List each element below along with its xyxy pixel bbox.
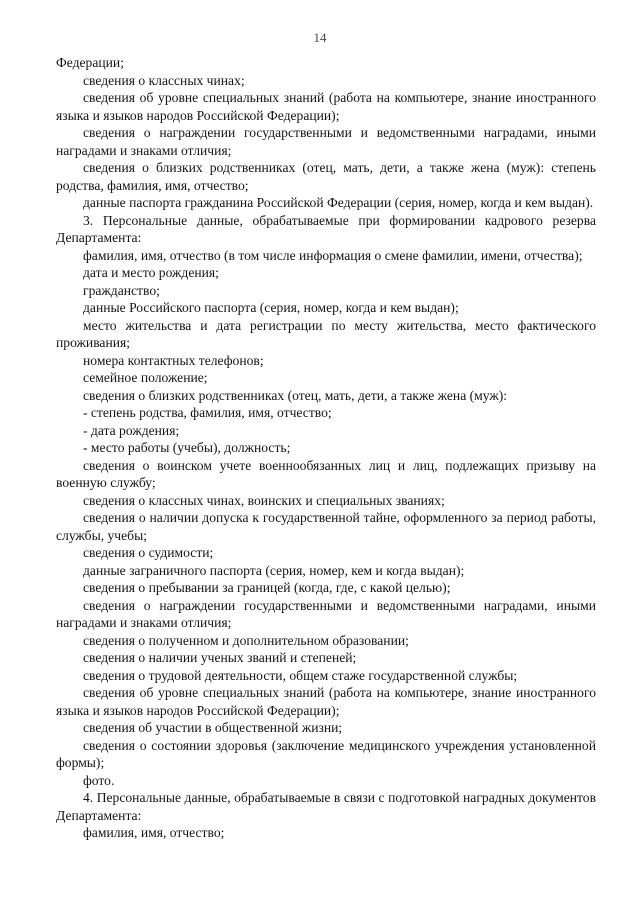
paragraph: фото. bbox=[83, 772, 115, 788]
paragraph: фамилия, имя, отчество; bbox=[83, 825, 225, 840]
paragraph: данные паспорта гражданина Российской Федерации (серия, номер, когда и кем выдан). bbox=[83, 195, 594, 210]
paragraph: семейное положение; bbox=[83, 370, 208, 385]
paragraph: - место работы (учебы), должность; bbox=[83, 440, 291, 455]
paragraph: данные Российского паспорта (серия, номер, когда и кем выдан); bbox=[83, 300, 459, 315]
paragraph: фамилия, имя, отчество (в том числе информация о смене фамилии, имени, отчества); bbox=[83, 247, 583, 263]
paragraph: сведения о награждении государственными и ведомственными наградами, иными наградами и знаками отличия; bbox=[56, 597, 596, 630]
paragraph: 4. Персональные данные, обрабатываемые в связи с подготовкой наградных документов Департамента: bbox=[56, 790, 596, 823]
paragraph: сведения о классных чинах, воинских и специальных званиях; bbox=[83, 492, 445, 508]
paragraph: сведения об уровне специальных знаний (работа на компьютере, знание иностранного языка и языков народов Российской Федерации); bbox=[56, 685, 596, 718]
page-number: 14 bbox=[313, 30, 327, 45]
paragraph: сведения о пребывании за границей (когда, где, с какой целью); bbox=[83, 580, 451, 595]
paragraph: номера контактных телефонов; bbox=[83, 352, 264, 368]
paragraph: сведения об участии в общественной жизни; bbox=[83, 720, 343, 735]
paragraph: - степень родства, фамилия, имя, отчество; bbox=[83, 405, 332, 420]
paragraph: Федерации; bbox=[56, 55, 124, 70]
paragraph: сведения о наличии ученых званий и степеней; bbox=[83, 650, 357, 665]
document-body bbox=[56, 54, 596, 842]
paragraph: сведения о классных чинах; bbox=[83, 72, 245, 88]
paragraph: гражданство; bbox=[83, 282, 160, 298]
paragraph: данные заграничного паспорта (серия, номер, кем и когда выдан); bbox=[83, 562, 465, 578]
paragraph: сведения о состоянии здоровья (заключение медицинского учреждения установленной формы); bbox=[56, 737, 596, 770]
paragraph: сведения о близких родственниках (отец, мать, дети, а также жена (муж): степень родства, фамилия, имя, отчество; bbox=[56, 160, 596, 193]
paragraph: место жительства и дата регистрации по месту жительства, место фактического проживания; bbox=[56, 317, 596, 350]
paragraph: сведения о воинском учете военнообязанных лиц и лиц, подлежащих призыву на военную службу; bbox=[56, 457, 596, 490]
paragraph: сведения о близких родственниках (отец, мать, дети, а также жена (муж): bbox=[83, 387, 508, 403]
paragraph: 3. Персональные данные, обрабатываемые при формировании кадрового резерва Департамента: bbox=[56, 212, 596, 245]
paragraph: сведения о награждении государственными и ведомственными наградами, иными наградами и знаками отличия; bbox=[56, 125, 596, 158]
paragraph: сведения об уровне специальных знаний (работа на компьютере, знание иностранного языка и языков народов Российской Федерации); bbox=[56, 90, 596, 123]
paragraph: сведения о наличии допуска к государственной тайне, оформленного за период работы, службы, учебы; bbox=[56, 510, 596, 543]
paragraph: - дата рождения; bbox=[83, 422, 180, 438]
paragraph: сведения о судимости; bbox=[83, 545, 214, 560]
paragraph: сведения о трудовой деятельности, общем стаже государственной службы; bbox=[83, 667, 518, 683]
paragraph: сведения о полученном и дополнительном образовании; bbox=[83, 632, 409, 648]
paragraph: дата и место рождения; bbox=[83, 265, 219, 280]
